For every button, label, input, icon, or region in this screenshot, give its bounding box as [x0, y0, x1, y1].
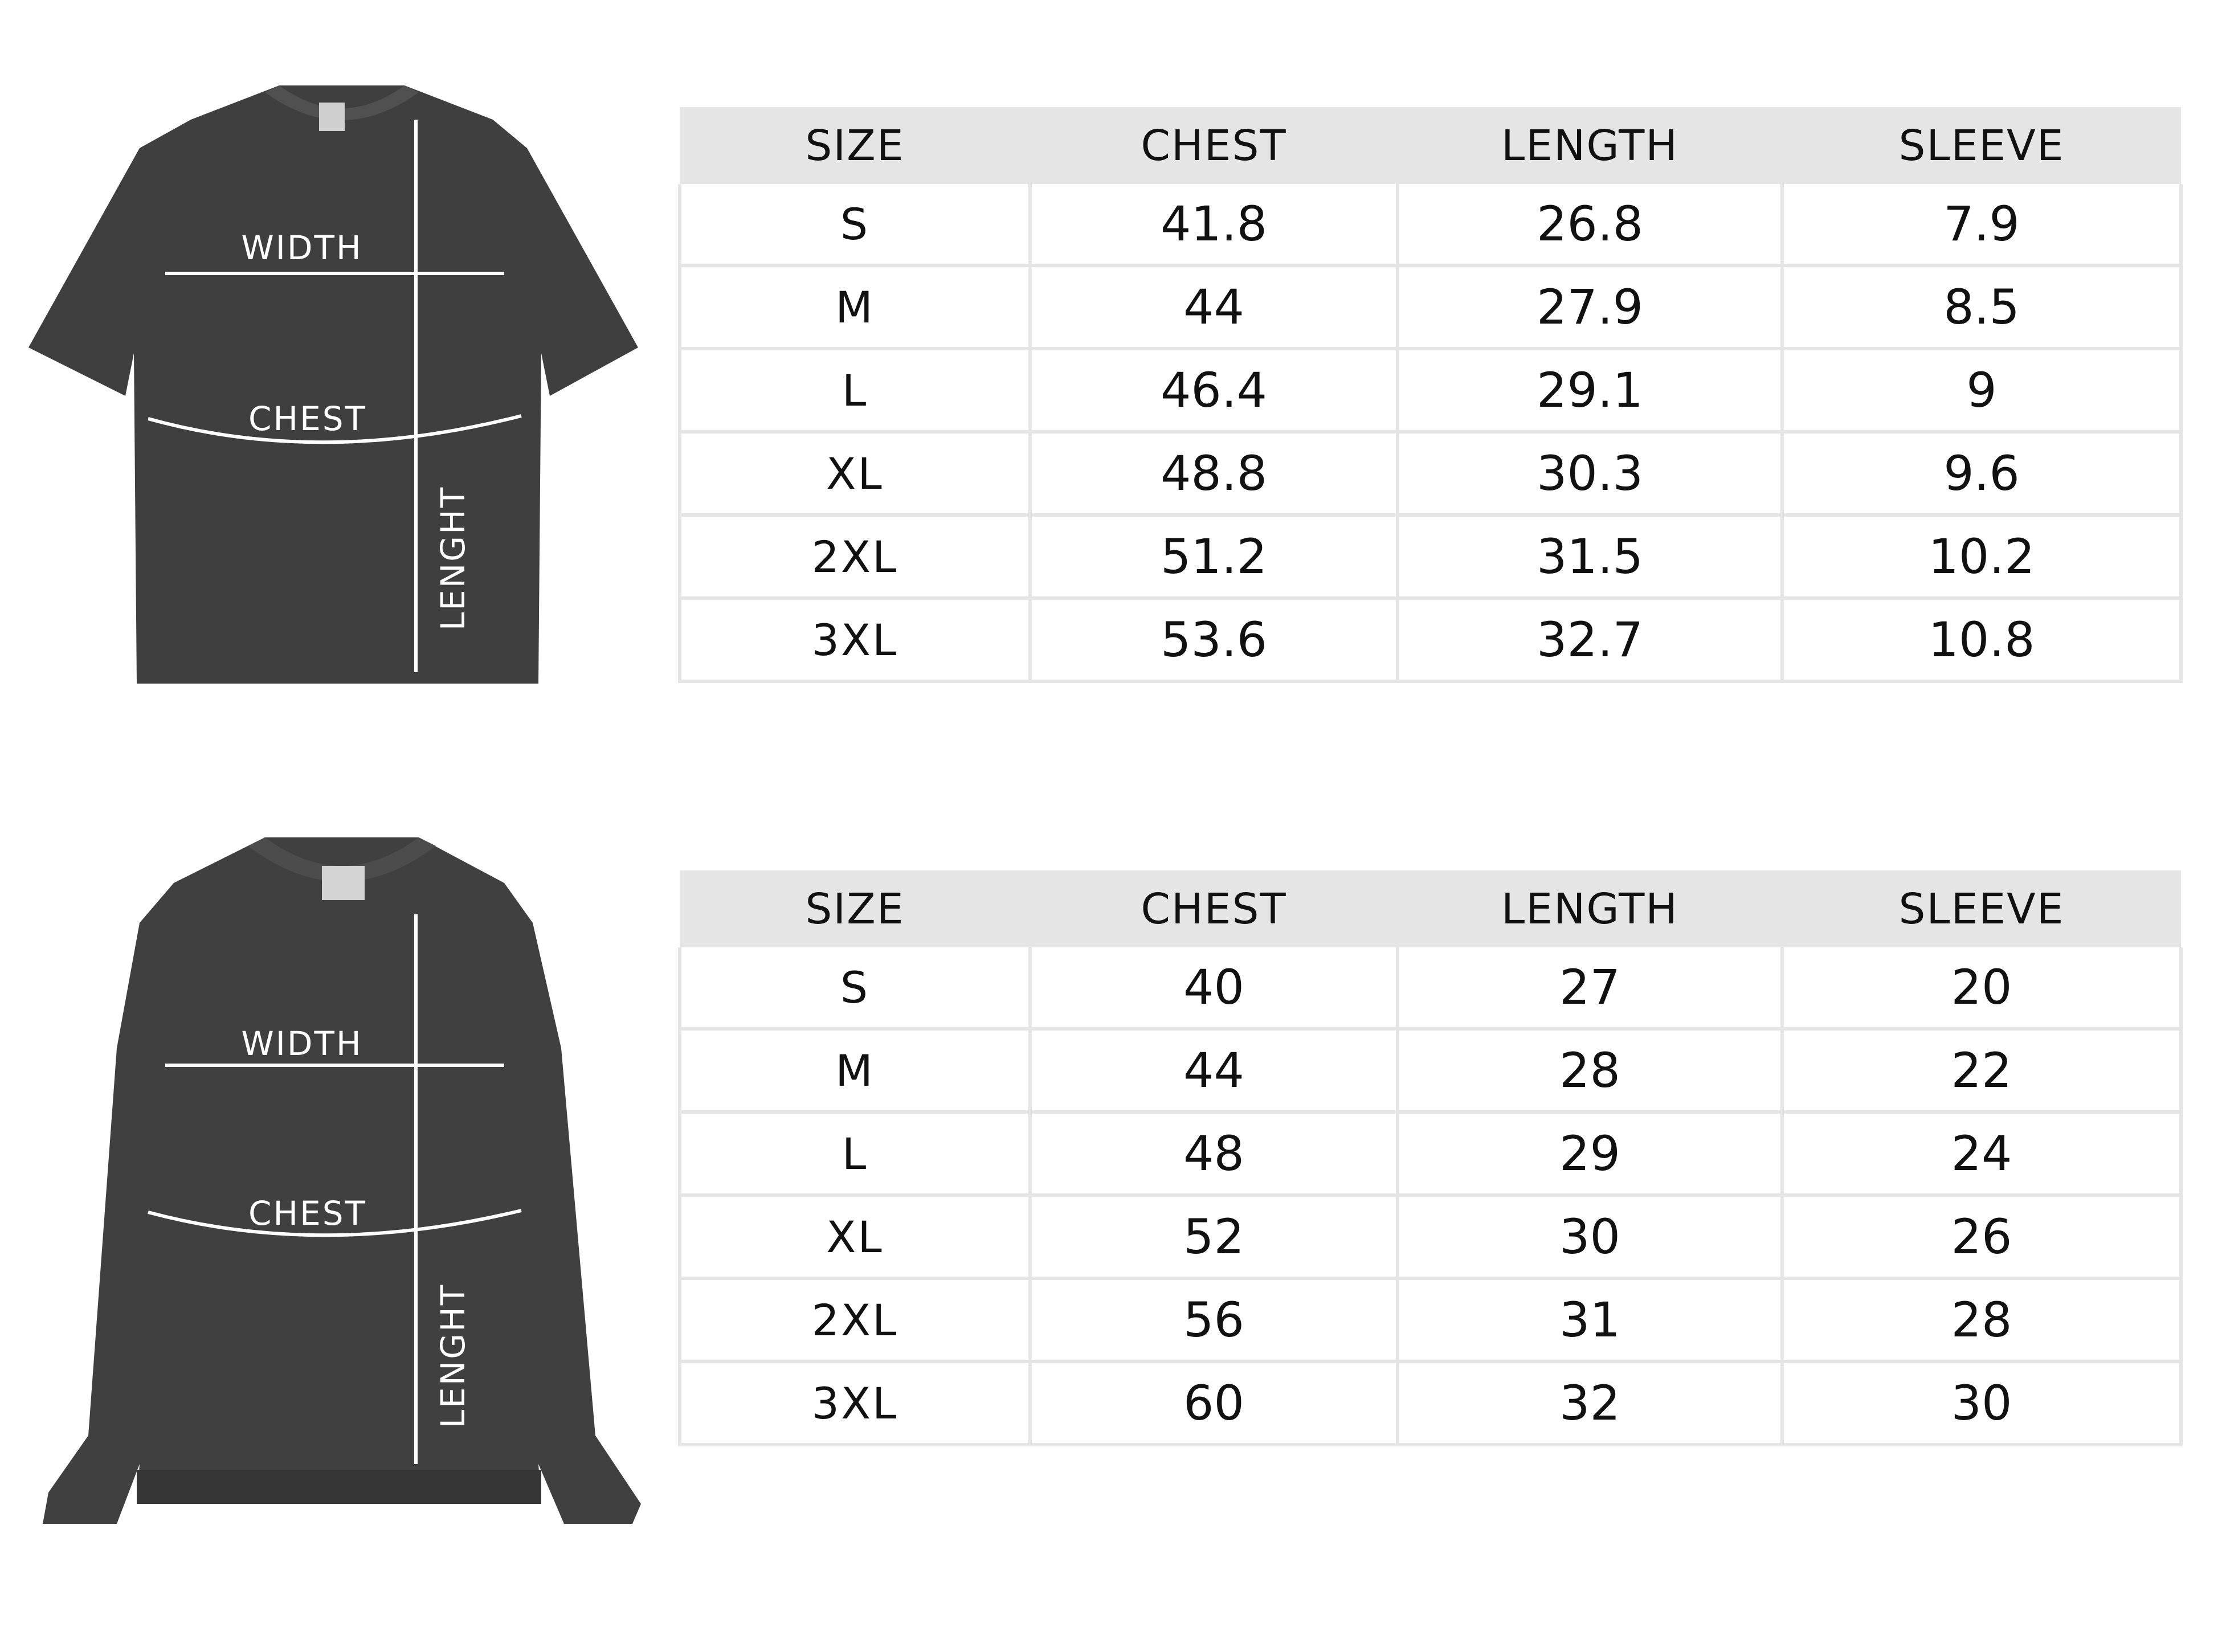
- table-row: [680, 265, 2181, 349]
- table-row: [680, 515, 2181, 598]
- sleeve-cell: 26: [1782, 1195, 2181, 1278]
- length-cell: 32: [1398, 1361, 1782, 1445]
- length-cell: 26.8: [1398, 184, 1782, 265]
- sweatshirt-image: [26, 832, 650, 1532]
- sweatshirt-tag: [322, 866, 365, 900]
- tshirt-image: [26, 80, 650, 689]
- tshirt-diagram: [26, 80, 650, 689]
- chest-cell: 46.4: [1030, 349, 1398, 432]
- length-cell: 29.1: [1398, 349, 1782, 432]
- chest-cell: 48.8: [1030, 432, 1398, 515]
- sweatshirt-diagram: [26, 832, 650, 1532]
- sleeve-cell: 28: [1782, 1278, 2181, 1361]
- size-cell: M: [680, 265, 1030, 349]
- sleeve-cell: 30: [1782, 1361, 2181, 1445]
- sweatshirt-length-label: LENGHT: [434, 1283, 472, 1429]
- chest-cell: 44: [1030, 265, 1398, 349]
- table-row: [680, 349, 2181, 432]
- tshirt-width-label: WIDTH: [241, 228, 363, 267]
- size-cell: M: [680, 1029, 1030, 1112]
- sweatshirt-chest-label: CHEST: [248, 1194, 367, 1233]
- length-cell: 29: [1398, 1112, 1782, 1195]
- size-cell: XL: [680, 1195, 1030, 1278]
- sleeve-cell: 8.5: [1782, 265, 2181, 349]
- header-size: SIZE: [680, 870, 1030, 947]
- length-cell: 31.5: [1398, 515, 1782, 598]
- table-row: [680, 1195, 2181, 1278]
- length-cell: 27.9: [1398, 265, 1782, 349]
- length-cell: 30: [1398, 1195, 1782, 1278]
- sleeve-cell: 10.8: [1782, 598, 2181, 681]
- size-cell: 2XL: [680, 515, 1030, 598]
- tshirt-length-label: LENGHT: [434, 485, 472, 631]
- table-row: [680, 598, 2181, 681]
- chest-cell: 40: [1030, 947, 1398, 1029]
- chest-cell: 51.2: [1030, 515, 1398, 598]
- length-cell: 28: [1398, 1029, 1782, 1112]
- chest-cell: 44: [1030, 1029, 1398, 1112]
- length-cell: 27: [1398, 947, 1782, 1029]
- table-row: [680, 1029, 2181, 1112]
- length-cell: 31: [1398, 1278, 1782, 1361]
- tshirt-shape: [28, 85, 638, 684]
- size-cell: S: [680, 184, 1030, 265]
- header-size: SIZE: [680, 107, 1030, 184]
- sleeve-cell: 9: [1782, 349, 2181, 432]
- header-sleeve: SLEEVE: [1782, 870, 2181, 947]
- tshirt-tag: [319, 103, 345, 131]
- chest-cell: 53.6: [1030, 598, 1398, 681]
- table-header-row: [680, 107, 2181, 184]
- chest-cell: 60: [1030, 1361, 1398, 1445]
- size-cell: 3XL: [680, 1361, 1030, 1445]
- table-row: [680, 432, 2181, 515]
- sleeve-cell: 20: [1782, 947, 2181, 1029]
- header-chest: CHEST: [1030, 107, 1398, 184]
- sweatshirt-size-table: [678, 870, 2183, 1446]
- chest-cell: 56: [1030, 1278, 1398, 1361]
- sleeve-cell: 7.9: [1782, 184, 2181, 265]
- header-sleeve: SLEEVE: [1782, 107, 2181, 184]
- sleeve-cell: 10.2: [1782, 515, 2181, 598]
- tshirt-size-table: [678, 107, 2183, 683]
- table-row: [680, 1278, 2181, 1361]
- size-cell: 3XL: [680, 598, 1030, 681]
- size-cell: S: [680, 947, 1030, 1029]
- size-cell: XL: [680, 432, 1030, 515]
- chest-cell: 48: [1030, 1112, 1398, 1195]
- sleeve-cell: 24: [1782, 1112, 2181, 1195]
- table-row: [680, 1112, 2181, 1195]
- header-chest: CHEST: [1030, 870, 1398, 947]
- size-cell: L: [680, 349, 1030, 432]
- size-cell: L: [680, 1112, 1030, 1195]
- sleeve-cell: 9.6: [1782, 432, 2181, 515]
- sweatshirt-hem-band: [137, 1470, 541, 1504]
- length-cell: 30.3: [1398, 432, 1782, 515]
- tshirt-chest-label: CHEST: [248, 399, 367, 438]
- length-cell: 32.7: [1398, 598, 1782, 681]
- table-row: [680, 1361, 2181, 1445]
- sweatshirt-shape: [43, 837, 641, 1524]
- table-row: [680, 947, 2181, 1029]
- sleeve-cell: 22: [1782, 1029, 2181, 1112]
- header-length: LENGTH: [1398, 107, 1782, 184]
- chest-cell: 41.8: [1030, 184, 1398, 265]
- table-row: [680, 184, 2181, 265]
- table-header-row: [680, 870, 2181, 947]
- sweatshirt-width-label: WIDTH: [241, 1024, 363, 1063]
- header-length: LENGTH: [1398, 870, 1782, 947]
- chest-cell: 52: [1030, 1195, 1398, 1278]
- size-cell: 2XL: [680, 1278, 1030, 1361]
